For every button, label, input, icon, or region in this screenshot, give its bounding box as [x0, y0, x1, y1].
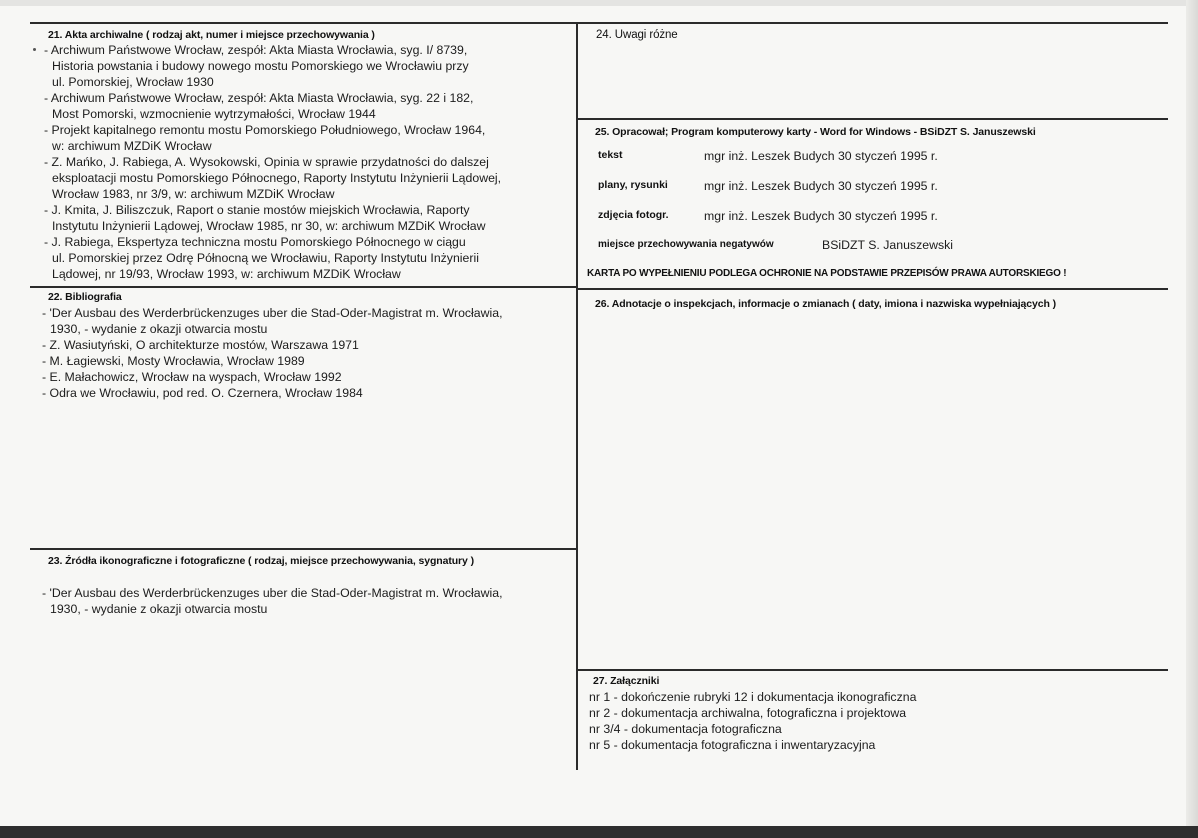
section-21-line: Lądowej, nr 19/93, Wrocław 1993, w: archiwum MZDiK Wrocław	[52, 267, 401, 281]
section-21-line: ul. Pomorskiej, Wrocław 1930	[52, 75, 214, 89]
margin-dot	[33, 48, 36, 51]
section-21-line: - J. Rabiega, Ekspertyza techniczna mostu Pomorskiego Północnego w ciągu	[44, 235, 466, 249]
section-22-line: - 'Der Ausbau des Werderbrückenzuges uber die Stad-Oder-Magistrat m. Wrocławia,	[42, 306, 503, 320]
scan-edge-right	[1186, 0, 1198, 838]
copyright-notice: KARTA PO WYPEŁNIENIU PODLEGA OCHRONIE NA PODSTAWIE PRZEPISÓW PRAWA AUTORSKIEGO !	[587, 268, 1067, 279]
row-label-tekst: tekst	[598, 149, 623, 161]
section-21-line: - J. Kmita, J. Biliszczuk, Raport o stanie mostów miejskich Wrocławia, Raporty	[44, 203, 470, 217]
section-21-line: Most Pomorski, wzmocnienie wytrzymałości, Wrocław 1944	[52, 107, 376, 121]
section-23-line: 1930, - wydanie z okazji otwarcia mostu	[50, 602, 268, 616]
section-22-line: 1930, - wydanie z okazji otwarcia mostu	[50, 322, 268, 336]
divider-26-27	[578, 669, 1168, 671]
section-22-line: - E. Małachowicz, Wrocław na wyspach, Wrocław 1992	[42, 370, 342, 384]
row-value-tekst: mgr inż. Leszek Budych 30 styczeń 1995 r.	[704, 149, 938, 163]
divider-22-23	[30, 548, 576, 550]
section-24-heading: 24. Uwagi różne	[596, 29, 678, 41]
section-25-heading: 25. Opracował; Program komputerowy karty - Word for Windows - BSiDZT S. Januszewski	[595, 126, 1036, 138]
section-21-line: - Projekt kapitalnego remontu mostu Pomorskiego Południowego, Wrocław 1964,	[44, 123, 486, 137]
section-21-line: - Archiwum Państwowe Wrocław, zespół: Akta Miasta Wrocławia, syg. 22 i 182,	[44, 91, 474, 105]
section-22-line: - Z. Wasiutyński, O architekturze mostów, Warszawa 1971	[42, 338, 359, 352]
section-21-line: ul. Pomorskiej przez Odrę Północną we Wrocławiu, Raporty Instytutu Inżynierii	[52, 251, 479, 265]
scan-edge-top	[0, 0, 1198, 6]
row-label-zdjecia: zdjęcia fotogr.	[598, 209, 669, 221]
row-value-negatywy: BSiDZT S. Januszewski	[822, 238, 953, 252]
divider-21-22	[30, 286, 576, 288]
section-21-line: - Archiwum Państwowe Wrocław, zespół: Akta Miasta Wrocławia, syg. I/ 8739,	[44, 43, 468, 57]
divider-24-25	[578, 118, 1168, 120]
frame-top-line	[30, 22, 1168, 24]
section-27-line: nr 5 - dokumentacja fotograficzna i inwentaryzacyjna	[589, 738, 876, 752]
section-27-heading: 27. Załączniki	[593, 675, 660, 687]
center-divider	[576, 22, 578, 770]
section-23-line: - 'Der Ausbau des Werderbrückenzuges uber die Stad-Oder-Magistrat m. Wrocławia,	[42, 586, 503, 600]
section-26-heading: 26. Adnotacje o inspekcjach, informacje o zmianach ( daty, imiona i nazwiska wypełniających )	[595, 298, 1057, 310]
section-27-line: nr 3/4 - dokumentacja fotograficzna	[589, 722, 782, 736]
divider-25-26	[578, 288, 1168, 290]
section-21-line: eksploatacji mostu Pomorskiego Północnego, Raporty Instytutu Inżynierii Lądowej,	[52, 171, 502, 185]
section-23-heading: 23. Źródła ikonograficzne i fotograficzne ( rodzaj, miejsce przechowywania, sygnatury )	[48, 555, 474, 567]
section-21-line: - Z. Mańko, J. Rabiega, A. Wysokowski, Opinia w sprawie przydatności do dalszej	[44, 155, 489, 169]
section-21-heading: 21. Akta archiwalne ( rodzaj akt, numer i miejsce przechowywania )	[48, 29, 375, 41]
section-21-line: Instytutu Inżynierii Lądowej, Wrocław 1985, nr 30, w: archiwum MZDiK Wrocław	[52, 219, 486, 233]
row-value-plany: mgr inż. Leszek Budych 30 styczeń 1995 r.	[704, 179, 938, 193]
section-21-line: w: archiwum MZDiK Wrocław	[52, 139, 212, 153]
scan-edge-bottom	[0, 826, 1198, 838]
row-value-zdjecia: mgr inż. Leszek Budych 30 styczeń 1995 r.	[704, 209, 938, 223]
section-21-line: Wrocław 1983, nr 3/9, w: archiwum MZDiK Wrocław	[52, 187, 335, 201]
section-22-line: - Odra we Wrocławiu, pod red. O. Czernera, Wrocław 1984	[42, 386, 363, 400]
section-27-line: nr 2 - dokumentacja archiwalna, fotograficzna i projektowa	[589, 706, 907, 720]
section-21-line: Historia powstania i budowy nowego mostu Pomorskiego we Wrocławiu przy	[52, 59, 469, 73]
row-label-negatywy: miejsce przechowywania negatywów	[598, 239, 774, 250]
section-22-line: - M. Łagiewski, Mosty Wrocławia, Wrocław 1989	[42, 354, 305, 368]
section-27-line: nr 1 - dokończenie rubryki 12 i dokumentacja ikonograficzna	[589, 690, 917, 704]
row-label-plany: plany, rysunki	[598, 179, 668, 191]
section-22-heading: 22. Bibliografia	[48, 291, 122, 303]
